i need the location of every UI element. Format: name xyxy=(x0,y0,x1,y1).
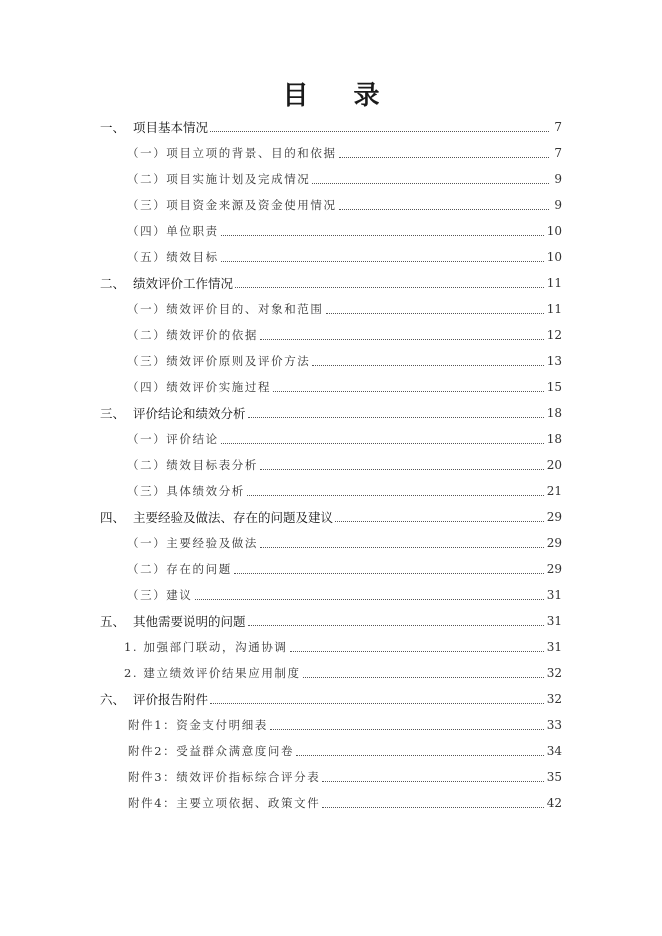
dot-leader xyxy=(260,328,544,342)
dot-leader xyxy=(221,250,544,264)
toc-entry-section-2[interactable] xyxy=(100,270,562,296)
toc-entry-subsection[interactable] xyxy=(100,530,562,556)
entry-title: （二）项目实施计划及完成情况 xyxy=(127,172,311,186)
entry-title: 其他需要说明的问题 xyxy=(133,614,246,629)
page-number: 20 xyxy=(546,458,562,472)
page-number: 9 xyxy=(554,172,562,186)
entry-title: （三）项目资金来源及资金使用情况 xyxy=(127,198,337,212)
toc-title: 目 录 xyxy=(282,81,398,111)
dot-leader xyxy=(322,770,543,784)
entry-title: （一）主要经验及做法 xyxy=(127,536,258,550)
toc-entry-subsection[interactable] xyxy=(100,556,562,582)
dot-leader xyxy=(339,146,549,160)
section-number: 三、 xyxy=(100,406,126,421)
toc-entry-attachment[interactable] xyxy=(100,738,562,764)
page-number: 13 xyxy=(546,354,562,368)
entry-title: （一）项目立项的背景、目的和依据 xyxy=(127,146,337,160)
page-number: 42 xyxy=(546,796,562,810)
page-number: 10 xyxy=(546,224,562,238)
toc-entry-subsection[interactable] xyxy=(100,478,562,504)
dot-leader xyxy=(326,302,544,316)
page-number: 32 xyxy=(546,692,562,706)
entry-title: （二）绩效评价的依据 xyxy=(127,328,258,342)
page-number: 10 xyxy=(546,250,562,264)
toc-entry-subsection[interactable] xyxy=(100,140,562,166)
table-of-contents xyxy=(100,114,562,816)
entry-title: 绩效评价工作情况 xyxy=(133,276,234,291)
dot-leader xyxy=(339,198,549,212)
entry-title: （一）评价结论 xyxy=(127,432,219,446)
dot-leader xyxy=(221,224,544,238)
section-number: 五、 xyxy=(100,614,126,629)
page-number: 31 xyxy=(546,614,562,628)
toc-entry-section-1[interactable] xyxy=(100,114,562,140)
page-number: 32 xyxy=(546,666,562,680)
toc-entry-subsection[interactable] xyxy=(100,296,562,322)
entry-title: 附件2：受益群众满意度问卷 xyxy=(128,744,295,758)
dot-leader xyxy=(195,588,544,602)
entry-title: （四）单位职责 xyxy=(127,224,219,238)
entry-title: 附件3：绩效评价指标综合评分表 xyxy=(128,770,321,784)
toc-entry-subsection[interactable] xyxy=(100,218,562,244)
entry-title: （二）绩效目标表分析 xyxy=(127,458,258,472)
page-number: 9 xyxy=(554,198,562,212)
page-number: 7 xyxy=(554,146,562,160)
entry-title: 附件4：主要立项依据、政策文件 xyxy=(128,796,321,810)
section-number: 一、 xyxy=(100,120,126,135)
section-number: 四、 xyxy=(100,510,126,525)
dot-leader xyxy=(221,432,544,446)
page-number: 33 xyxy=(546,718,562,732)
dot-leader xyxy=(290,640,544,654)
dot-leader xyxy=(210,120,549,134)
dot-leader xyxy=(312,354,543,368)
toc-entry-subsection[interactable] xyxy=(100,322,562,348)
toc-entry-subsection[interactable] xyxy=(100,426,562,452)
entry-title: （四）绩效评价实施过程 xyxy=(127,380,272,394)
toc-entry-section-6[interactable] xyxy=(100,686,562,712)
page-number: 11 xyxy=(546,302,562,316)
toc-entry-attachment[interactable] xyxy=(100,790,562,816)
dot-leader xyxy=(248,406,544,420)
page-number: 31 xyxy=(546,588,562,602)
entry-title: （二）存在的问题 xyxy=(127,562,232,576)
entry-title: 2. 建立绩效评价结果应用制度 xyxy=(124,666,301,680)
entry-title: 附件1：资金支付明细表 xyxy=(128,718,268,732)
page-number: 18 xyxy=(546,432,562,446)
toc-entry-attachment[interactable] xyxy=(100,764,562,790)
page-number: 29 xyxy=(546,510,562,524)
dot-leader xyxy=(234,562,544,576)
page-number: 34 xyxy=(546,744,562,758)
toc-entry-numbered-item[interactable] xyxy=(100,634,562,660)
entry-title: 评价报告附件 xyxy=(133,692,209,707)
dot-leader xyxy=(260,458,544,472)
dot-leader xyxy=(235,276,544,290)
dot-leader xyxy=(248,614,544,628)
entry-title: （五）绩效目标 xyxy=(127,250,219,264)
toc-entry-subsection[interactable] xyxy=(100,244,562,270)
toc-entry-numbered-item[interactable] xyxy=(100,660,562,686)
dot-leader xyxy=(260,536,544,550)
entry-title: 项目基本情况 xyxy=(133,120,209,135)
dot-leader xyxy=(270,718,544,732)
dot-leader xyxy=(303,666,544,680)
entry-title: （三）具体绩效分析 xyxy=(127,484,245,498)
dot-leader xyxy=(210,692,544,706)
entry-title: 主要经验及做法、存在的问题及建议 xyxy=(133,510,334,525)
page-number: 7 xyxy=(554,120,562,134)
page-number: 29 xyxy=(546,562,562,576)
toc-entry-subsection[interactable] xyxy=(100,452,562,478)
toc-entry-section-5[interactable] xyxy=(100,608,562,634)
entry-title: （三）绩效评价原则及评价方法 xyxy=(127,354,311,368)
section-number: 六、 xyxy=(100,692,126,707)
toc-entry-subsection[interactable] xyxy=(100,582,562,608)
toc-entry-subsection[interactable] xyxy=(100,374,562,400)
dot-leader xyxy=(312,172,549,186)
dot-leader xyxy=(296,744,544,758)
dot-leader xyxy=(273,380,544,394)
toc-entry-section-4[interactable] xyxy=(100,504,562,530)
entry-title: （三）建议 xyxy=(127,588,193,602)
toc-entry-subsection[interactable] xyxy=(100,192,562,218)
page-number: 18 xyxy=(546,406,562,420)
toc-entry-attachment[interactable] xyxy=(100,712,562,738)
page-number: 12 xyxy=(546,328,562,342)
toc-entry-section-3[interactable] xyxy=(100,400,562,426)
section-number: 二、 xyxy=(100,276,126,291)
page-number: 29 xyxy=(546,536,562,550)
page-number: 31 xyxy=(546,640,562,654)
dot-leader xyxy=(247,484,544,498)
dot-leader xyxy=(335,510,544,524)
page-number: 15 xyxy=(546,380,562,394)
entry-title: 评价结论和绩效分析 xyxy=(133,406,246,421)
toc-entry-subsection[interactable] xyxy=(100,348,562,374)
page-number: 21 xyxy=(546,484,562,498)
dot-leader xyxy=(322,796,543,810)
page-number: 35 xyxy=(546,770,562,784)
page-number: 11 xyxy=(546,276,562,290)
toc-entry-subsection[interactable] xyxy=(100,166,562,192)
entry-title: 1. 加强部门联动，沟通协调 xyxy=(124,640,288,654)
entry-title: （一）绩效评价目的、对象和范围 xyxy=(127,302,324,316)
